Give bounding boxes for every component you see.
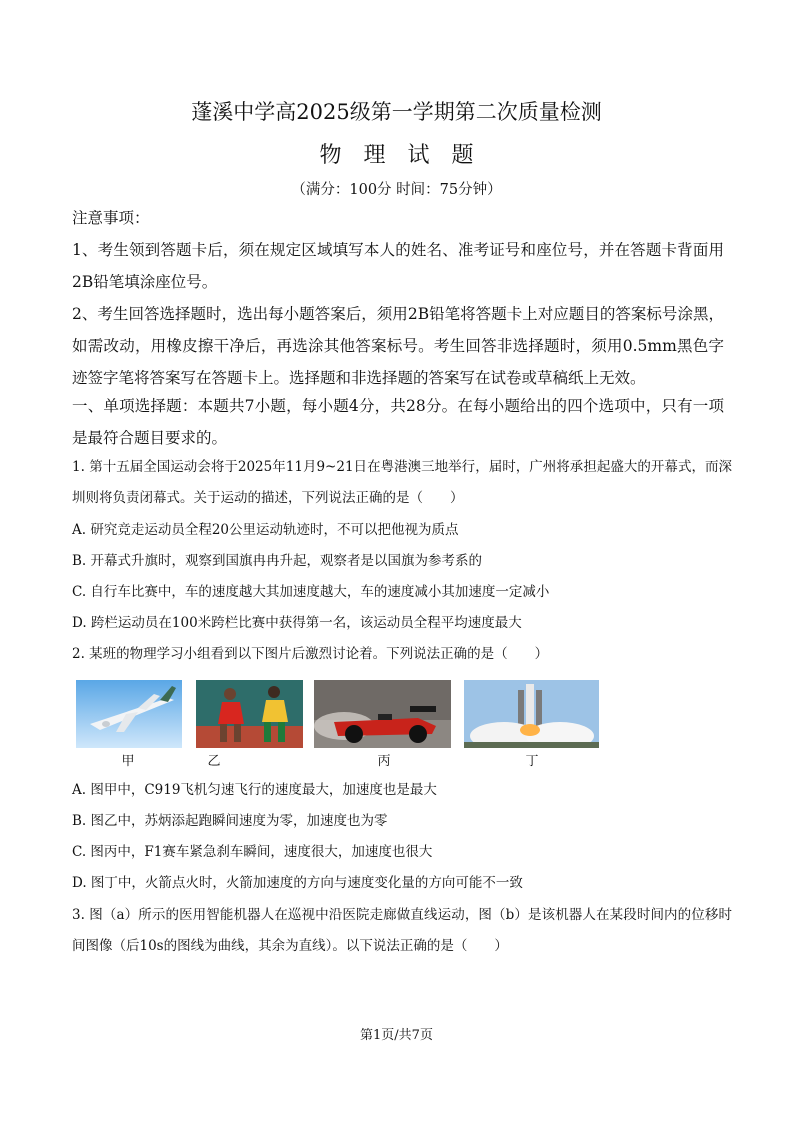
q2-figure-row [72, 680, 612, 770]
f1-car-image [314, 680, 451, 748]
q1-option-c: C. 自行车比赛中，车的速度越大其加速度越大，车的速度减小其加速度一定减小 [72, 584, 550, 600]
section1-heading: 一、单项选择题：本题共7小题，每小题4分，共28分。在每小题给出的四个选项中，只有一项是最符合题目要求的。 [72, 397, 724, 447]
exam-meta: （满分：100分 时间：75分钟） [291, 182, 502, 198]
q2-option-c: C. 图丙中，F1赛车紧急刹车瞬间，速度很大，加速度也很大 [72, 844, 433, 860]
notice-item-1: 1、考生领到答题卡后，须在规定区域填写本人的姓名、准考证号和座位号，并在答题卡背面用2B铅笔填涂座位号。 [72, 241, 724, 291]
exam-title: 蓬溪中学高2025级第一学期第二次质量检测 [191, 100, 602, 124]
q1-stem: 1. 第十五届全国运动会将于2025年11月9~21日在粤港澳三地举行，届时，广州将承担起盛大的开幕式，而深圳则将负责闭幕式。关于运动的描述，下列说法正确的是（ ） [72, 459, 732, 506]
caption-jia: 甲 [121, 754, 135, 769]
q1-option-d: D. 跨栏运动员在100米跨栏比赛中获得第一名，该运动员全程平均速度最大 [72, 615, 522, 631]
page-footer: 第1页/共7页 [360, 1028, 433, 1043]
airplane-image [76, 680, 182, 748]
rocket-launch-image [464, 680, 599, 748]
q2-option-a: A. 图甲中，C919飞机匀速飞行的速度最大，加速度也是最大 [72, 782, 437, 798]
q2-option-b: B. 图乙中，苏炳添起跑瞬间速度为零，加速度也为零 [72, 813, 388, 829]
q2-option-d: D. 图丁中，火箭点火时，火箭加速度的方向与速度变化量的方向可能不一致 [72, 875, 523, 891]
caption-yi: 乙 [207, 754, 221, 769]
caption-bing: 丙 [377, 754, 391, 769]
notice-heading: 注意事项： [72, 209, 150, 227]
sprinters-image [196, 680, 303, 748]
q1-option-b: B. 开幕式升旗时，观察到国旗冉冉升起，观察者是以国旗为参考系的 [72, 553, 483, 569]
q3-stem: 3. 图（a）所示的医用智能机器人在巡视中沿医院走廊做直线运动，图（b）是该机器人在某段时间内的位移时间图像（后10s的图线为曲线，其余为直线）。以下说法正确的是（ ） [72, 907, 732, 954]
q2-stem: 2. 某班的物理学习小组看到以下图片后激烈讨论着。下列说法正确的是（ ） [72, 646, 549, 662]
exam-subtitle: 物理试题 [319, 143, 496, 168]
notice-item-2: 2、考生回答选择题时，选出每小题答案后，须用2B铅笔将答题卡上对应题目的答案标号涂黑，如需改动，用橡皮擦干净后，再选涂其他答案标号。考生回答非选择题时，须用0.5mm黑色字迹签字笔将答案写在答题卡上。选择题和非选择题的答案写在试卷或草稿纸上无效。 [72, 305, 724, 387]
q1-option-a: A. 研究竞走运动员全程20公里运动轨迹时，不可以把他视为质点 [72, 522, 459, 538]
caption-ding: 丁 [525, 754, 539, 769]
